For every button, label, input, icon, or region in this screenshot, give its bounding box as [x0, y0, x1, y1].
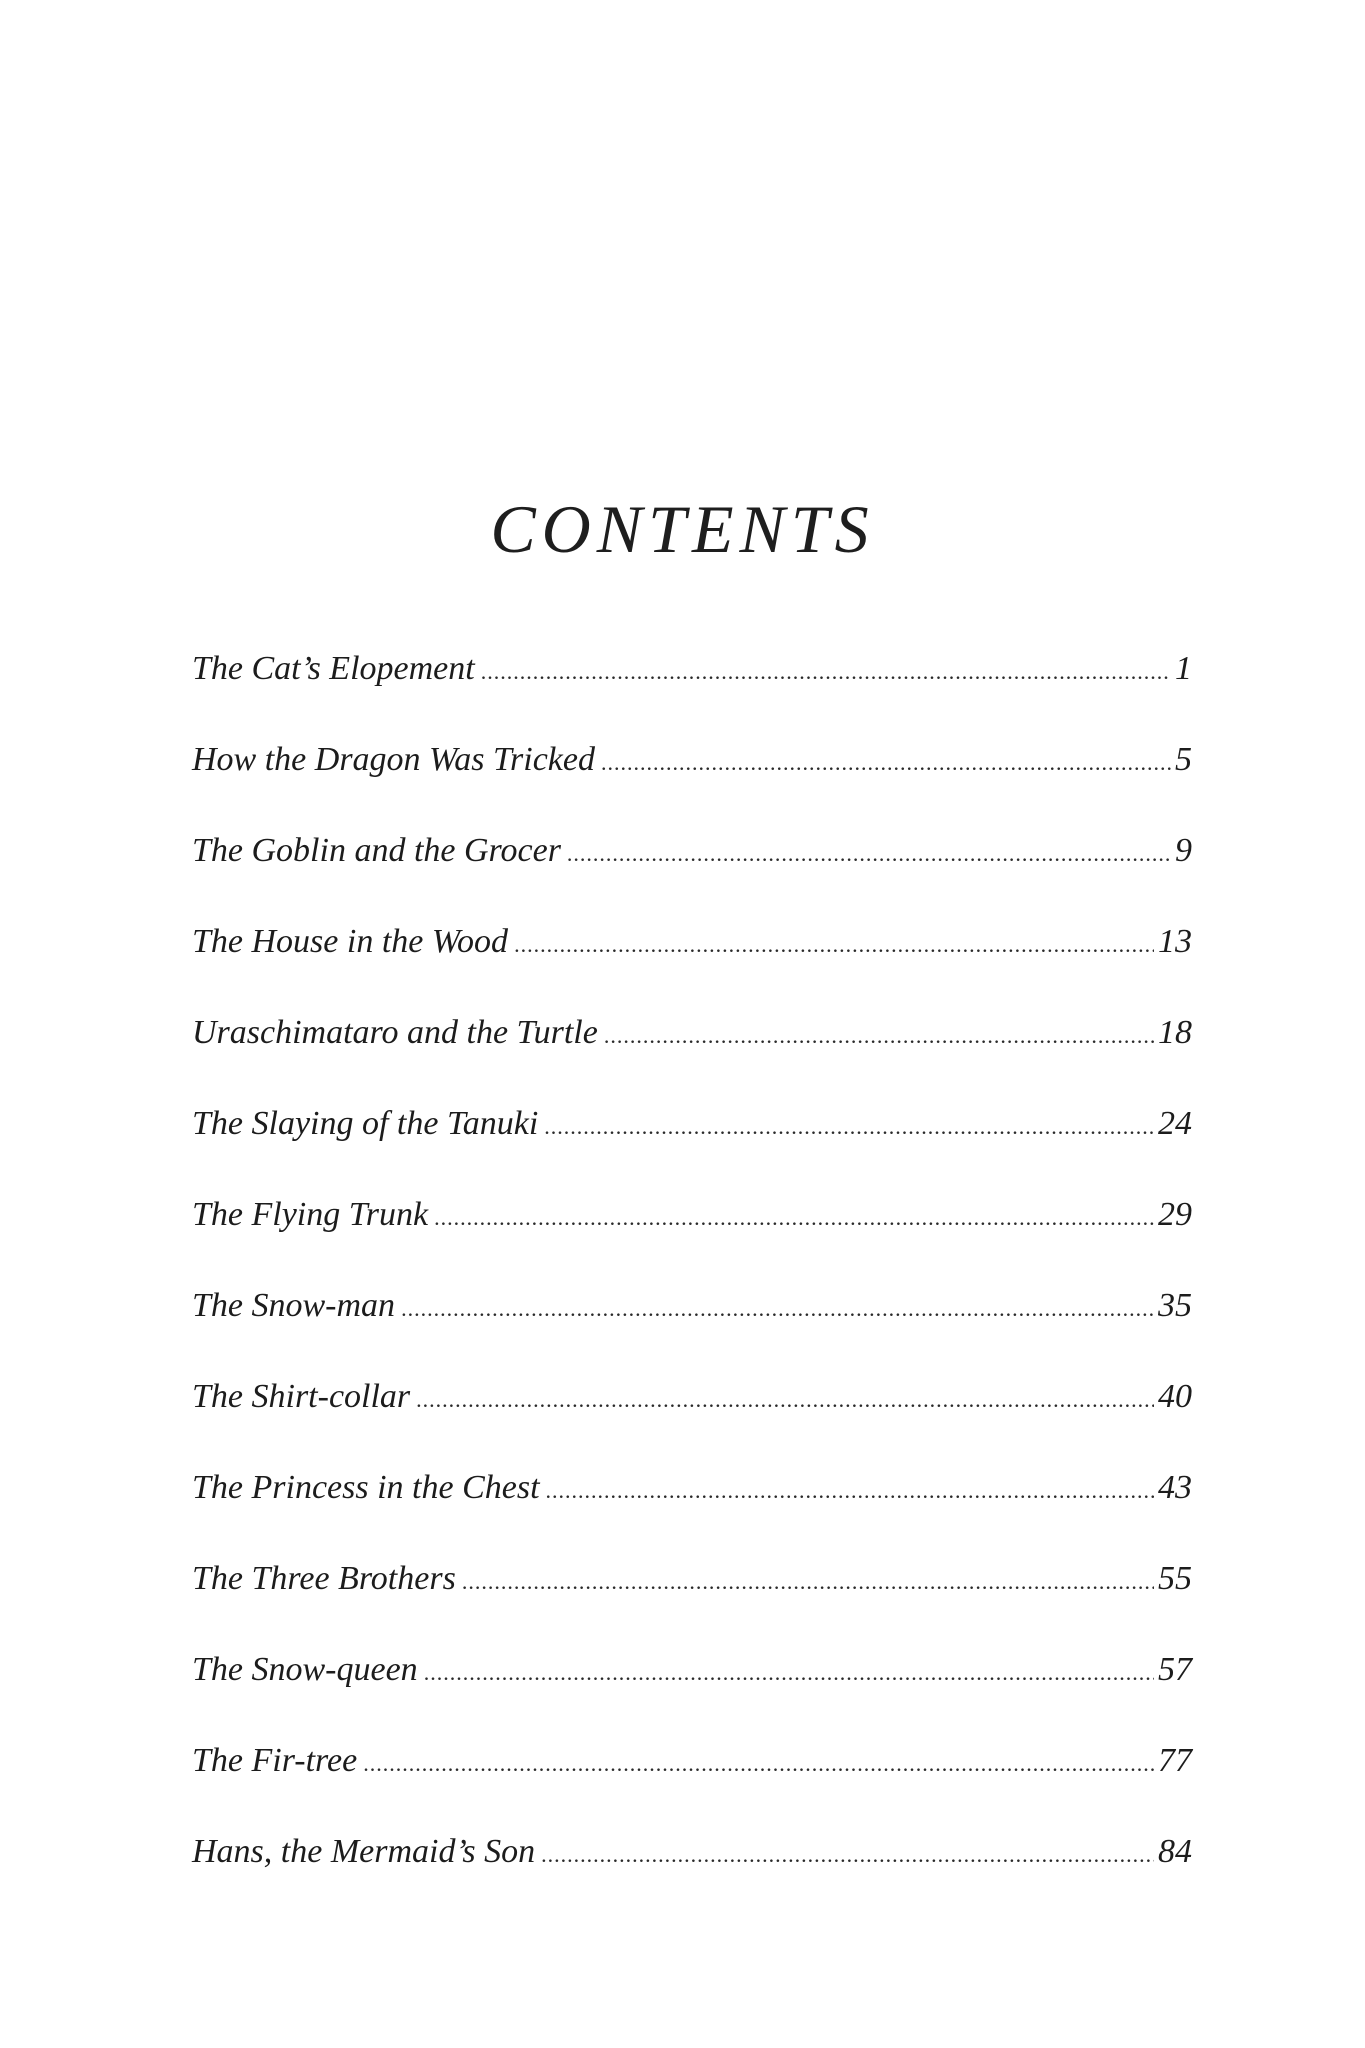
toc-entry[interactable] — [192, 652, 1192, 743]
toc-entry-page-number: 77 — [1158, 1742, 1192, 1779]
toc-entry-title: The Flying Trunk — [192, 1196, 429, 1233]
page-title: CONTENTS — [490, 491, 875, 567]
toc-entry-title: The Shirt-collar — [192, 1378, 411, 1415]
toc-entry[interactable] — [192, 834, 1192, 925]
toc-entry-title: The Three Brothers — [192, 1560, 456, 1597]
toc-entry[interactable] — [192, 1107, 1192, 1198]
toc-entry-title: The Snow-man — [192, 1287, 396, 1324]
toc-entry-title: The Snow-queen — [192, 1651, 418, 1688]
toc-entry-page-number: 9 — [1175, 832, 1192, 869]
toc-entry[interactable] — [192, 1835, 1192, 1926]
toc-entry[interactable] — [192, 1016, 1192, 1107]
toc-entry[interactable] — [192, 1653, 1192, 1744]
toc-entry[interactable] — [192, 1289, 1192, 1380]
toc-entry-title: The Slaying of the Tanuki — [192, 1105, 539, 1142]
toc-entry-page-number: 84 — [1158, 1833, 1192, 1870]
toc-entry-page-number: 1 — [1175, 650, 1192, 687]
dot-leader — [601, 752, 1171, 774]
dot-leader — [424, 1662, 1154, 1684]
dot-leader — [462, 1571, 1154, 1593]
dot-leader — [416, 1389, 1154, 1411]
toc-entry-page-number: 24 — [1158, 1105, 1192, 1142]
table-of-contents — [192, 652, 1192, 1926]
toc-entry-title: The Fir-tree — [192, 1742, 358, 1779]
toc-entry-title: The House in the Wood — [192, 923, 509, 960]
dot-leader — [401, 1298, 1154, 1320]
toc-entry-page-number: 40 — [1158, 1378, 1192, 1415]
toc-entry-page-number: 5 — [1175, 741, 1192, 778]
toc-entry-title: The Princess in the Chest — [192, 1469, 540, 1506]
dot-leader — [546, 1480, 1154, 1502]
dot-leader — [434, 1207, 1154, 1229]
toc-entry-title: Uraschimataro and the Turtle — [192, 1014, 598, 1051]
dot-leader — [541, 1844, 1154, 1866]
toc-entry-page-number: 57 — [1158, 1651, 1192, 1688]
toc-entry-title: Hans, the Mermaid’s Son — [192, 1833, 536, 1870]
toc-entry-page-number: 29 — [1158, 1196, 1192, 1233]
toc-entry-title: How the Dragon Was Tricked — [192, 741, 595, 778]
dot-leader — [544, 1116, 1154, 1138]
toc-entry[interactable] — [192, 743, 1192, 834]
toc-entry-page-number: 13 — [1158, 923, 1192, 960]
toc-entry-title: The Goblin and the Grocer — [192, 832, 561, 869]
toc-entry[interactable] — [192, 1562, 1192, 1653]
toc-entry[interactable] — [192, 1471, 1192, 1562]
toc-entry[interactable] — [192, 925, 1192, 1016]
dot-leader — [567, 843, 1171, 865]
dot-leader — [604, 1025, 1154, 1047]
toc-entry[interactable] — [192, 1380, 1192, 1471]
toc-entry-title: The Cat’s Elopement — [192, 650, 475, 687]
toc-entry-page-number: 55 — [1158, 1560, 1192, 1597]
dot-leader — [363, 1753, 1154, 1775]
toc-entry-page-number: 18 — [1158, 1014, 1192, 1051]
toc-entry[interactable] — [192, 1744, 1192, 1835]
dot-leader — [481, 661, 1171, 683]
dot-leader — [514, 934, 1154, 956]
toc-entry[interactable] — [192, 1198, 1192, 1289]
toc-entry-page-number: 43 — [1158, 1469, 1192, 1506]
toc-entry-page-number: 35 — [1158, 1287, 1192, 1324]
